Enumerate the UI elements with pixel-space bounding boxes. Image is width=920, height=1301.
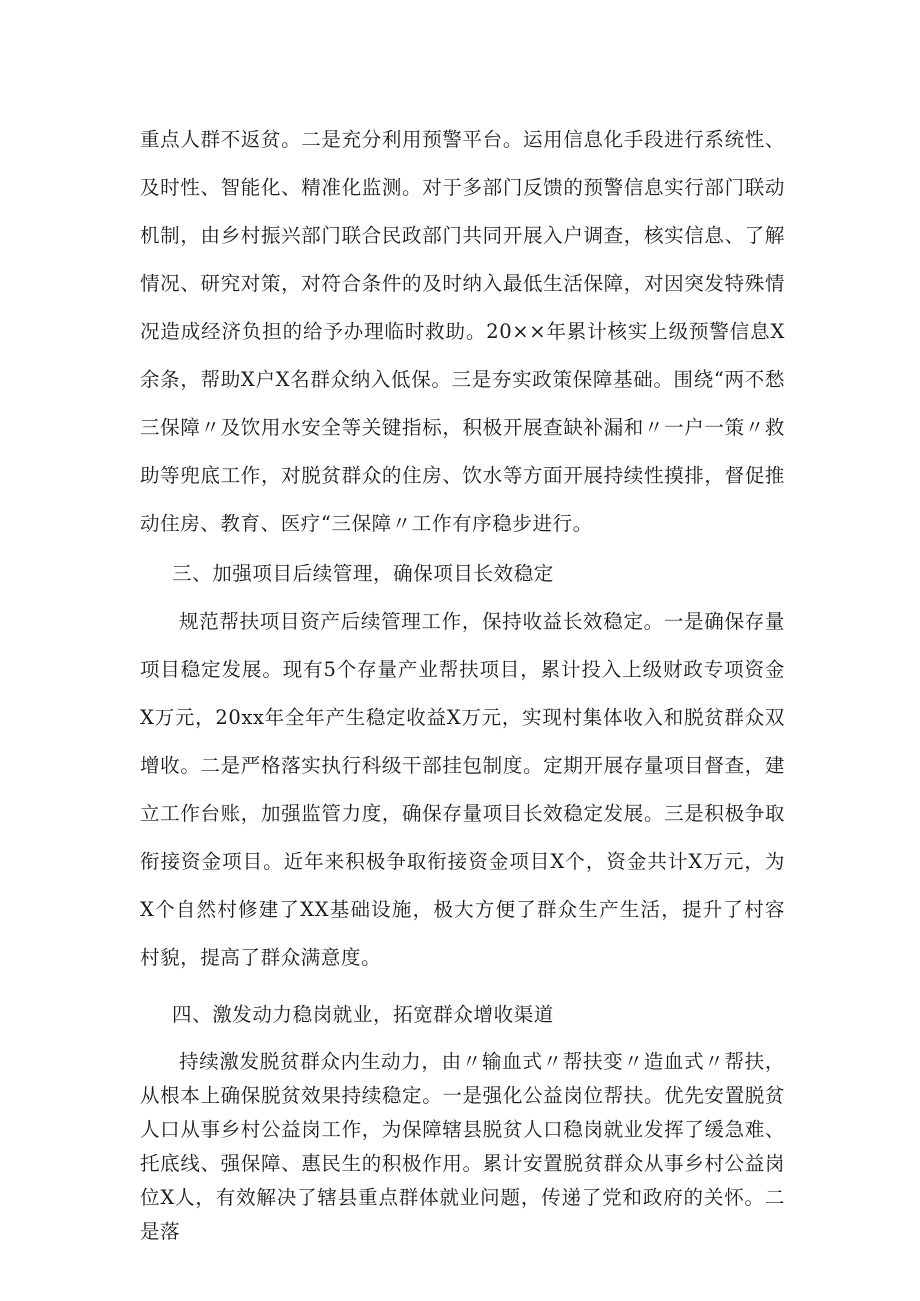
section-heading-4: 四、激发动力稳岗就业，拓宽群众增收渠道 <box>172 1003 554 1026</box>
body-paragraph-2: 规范帮扶项目资产后续管理工作，保持收益长效稳定。一是确保存量项目稳定发展。现有5个存量产业帮扶项目，累计投入上级财政专项资金X万元，20xx年全年产生稳定收益X万元，实现村集体收入和脱贫群众双增收。二是严格落实执行科级干部挂包制度。定期开展存量项目督查，建立工作台账，加强监管力度，确保存量项目长效稳定发展。三是积极争取衔接资金项目。近年来积极争取衔接资金项目X个，资金共计X万元，为X个自然村修建了XX基础设施，极大方便了群众生产生活，提升了村容村貌，提高了群众满意度。 <box>140 610 785 969</box>
body-paragraph-1: 重点人群不返贫。二是充分利用预警平台。运用信息化手段进行系统性、及时性、智能化、精准化监测。对于多部门反馈的预警信息实行部门联动机制，由乡村振兴部门联合民政部门共同开展入户调查，核实信息、了解情况、研究对策，对符合条件的及时纳入最低生活保障，对因突发特殊情况造成经济负担的给予办理临时救助。20××年累计核实上级预警信息X余条，帮助X户X名群众纳入低保。三是夯实政策保障基础。围绕“两不愁三保障〃及饮用水安全等关键指标，积极开展查缺补漏和〃一户一策〃救助等兜底工作，对脱贫群众的住房、饮水等方面开展持续性摸排，督促推动住房、教育、医疗“三保障〃工作有序稳步进行。 <box>140 128 785 535</box>
body-paragraph-3: 持续激发脱贫群众内生动力，由〃输血式〃帮扶变〃造血式〃帮扶，从根本上确保脱贫效果持续稳定。一是强化公益岗位帮扶。优先安置脱贫人口从事乡村公益岗工作，为保障辖县脱贫人口稳岗就业发挥了缓急难、托底线、强保障、惠民生的积极作用。累计安置脱贫群众从事乡村公益岗位X人，有效解决了辖县重点群体就业问题，传递了党和政府的关怀。二是落 <box>140 1050 785 1243</box>
section-heading-3: 三、加强项目后续管理，确保项目长效稳定 <box>172 562 554 585</box>
